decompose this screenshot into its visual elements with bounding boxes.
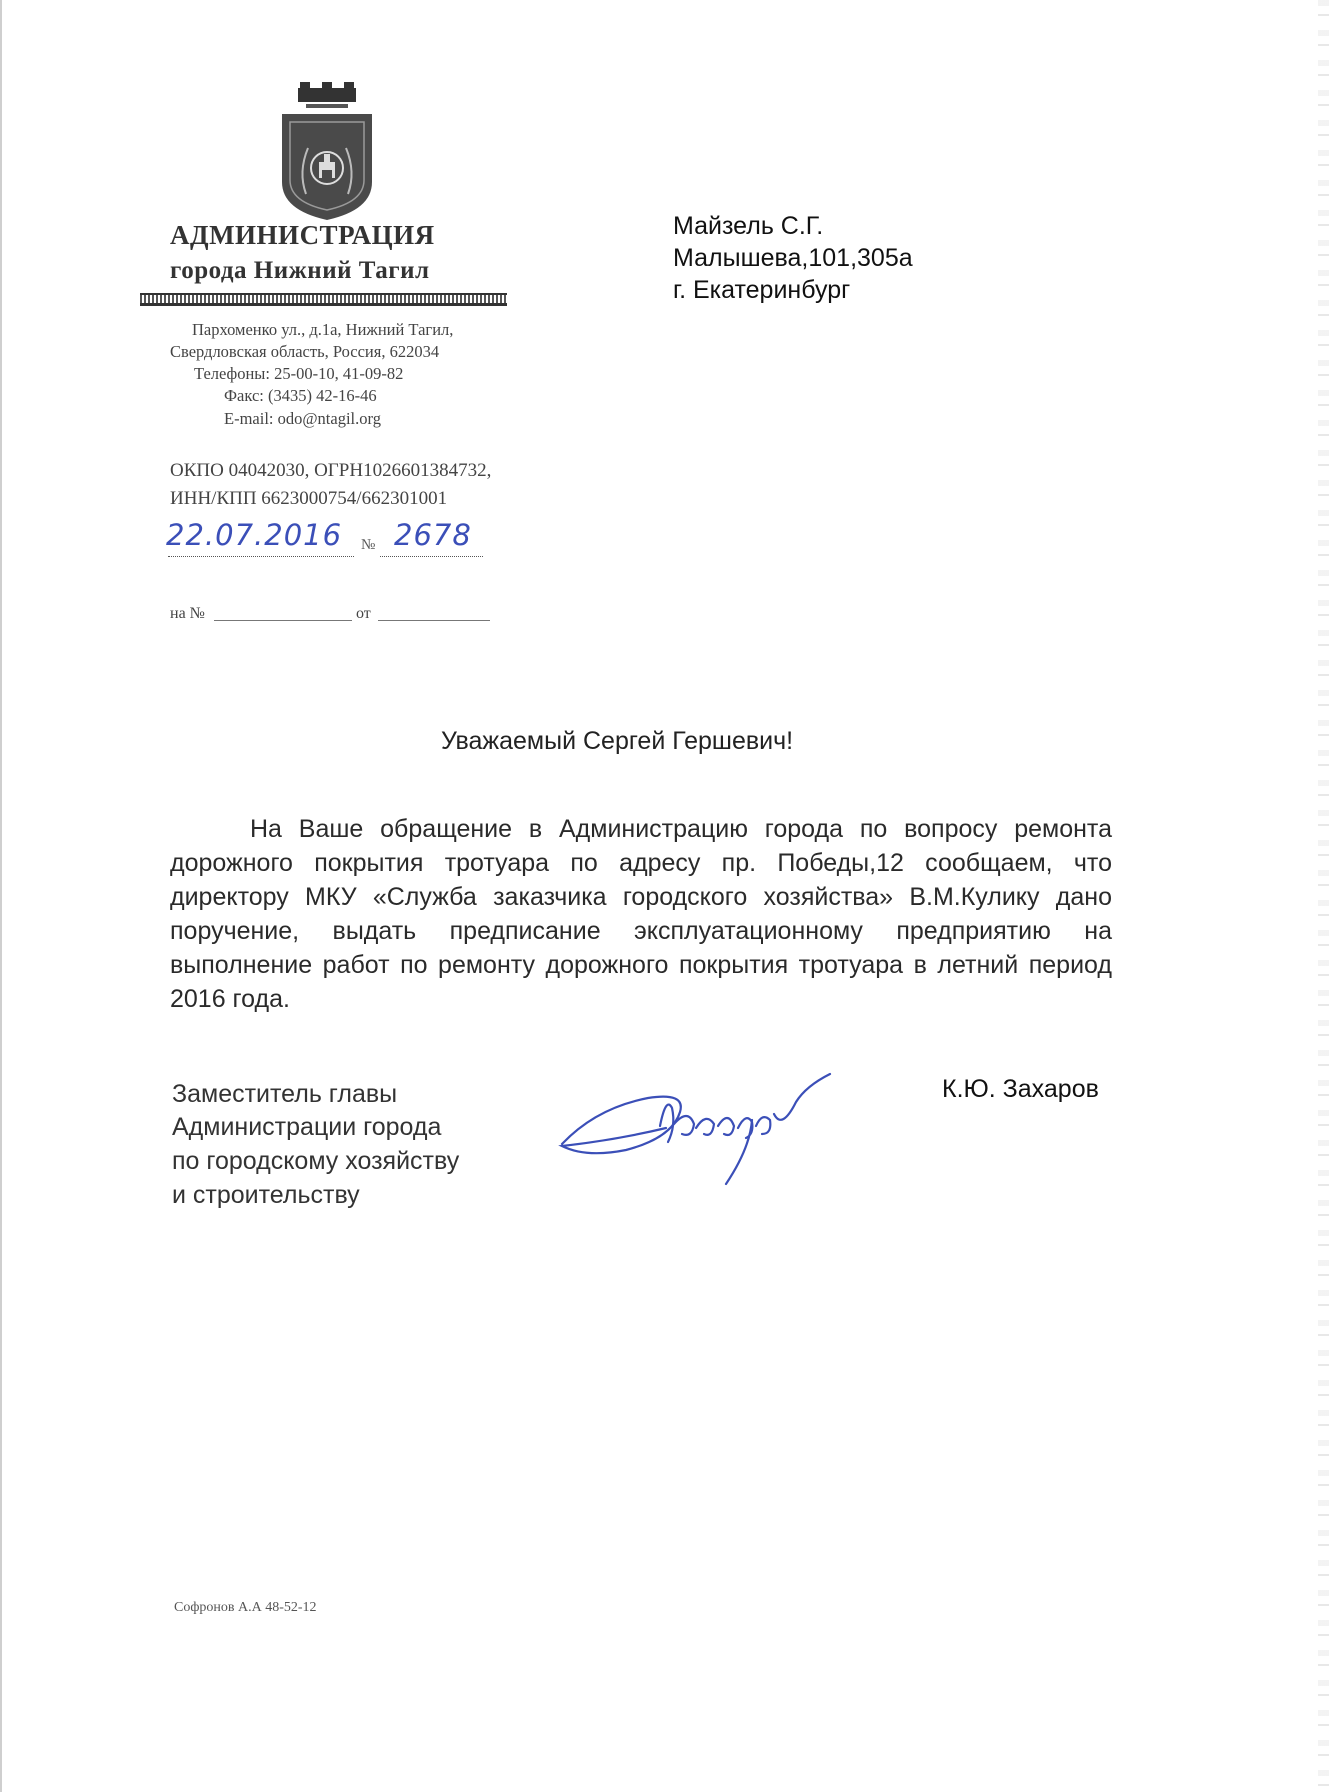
addressee-city: г. Екатеринбург — [673, 276, 851, 304]
scan-edge-right — [1318, 0, 1329, 1792]
letterhead-rule — [140, 293, 507, 306]
outgoing-number: 2678 — [394, 518, 472, 552]
reference-number-label: на № — [170, 605, 205, 622]
signer-position-line: и строительству — [172, 1181, 360, 1209]
executor-contact: Софронов А.А 48-52-12 — [174, 1600, 317, 1615]
tax-codes-line: ИНН/КПП 6623000754/662301001 — [170, 488, 448, 509]
outgoing-date: 22.07.2016 — [166, 518, 343, 552]
reference-date-label: от — [356, 605, 371, 622]
number-sign: № — [361, 537, 376, 553]
signer-position-line: по городскому хозяйству — [172, 1147, 460, 1175]
number-underline — [380, 556, 483, 557]
address-line: Пархоменко ул., д.1а, Нижний Тагил, — [192, 320, 454, 339]
signer-position-line: Администрации города — [172, 1113, 442, 1141]
signer-position-line: Заместитель главы — [172, 1080, 398, 1108]
date-underline — [168, 556, 354, 557]
signer-name: К.Ю. Захаров — [942, 1075, 1099, 1103]
reference-date-blank — [378, 620, 490, 621]
org-title: АДМИНИСТРАЦИЯ — [170, 220, 435, 250]
reference-number-blank — [214, 620, 352, 621]
scan-edge-left — [0, 0, 2, 1792]
coat-of-arms-icon — [276, 82, 378, 222]
addressee-street: Малышева,101,305а — [673, 244, 913, 272]
handwritten-signature — [556, 1068, 838, 1186]
addressee-name: Майзель С.Г. — [673, 212, 824, 240]
org-subtitle: города Нижний Тагил — [170, 257, 430, 284]
letter-body: На Ваше обращение в Администрацию города по вопросу ремонта дорожного покрытия тротуара по адресу пр. Победы,12 сообщаем, что директору МКУ «Служба заказчика городского хозяйства» В.М.Кулику дано поручение, выдать предписание эксплуатационному предприятию на выполнение работ по ремонту дорожного покрытия тротуара в летний период 2016 года. — [170, 815, 1112, 1013]
registry-codes-line: ОКПО 04042030, ОГРН1026601384732, — [170, 460, 492, 481]
address-line: Свердловская область, Россия, 622034 — [170, 342, 440, 361]
phones-line: Телефоны: 25-00-10, 41-09-82 — [194, 364, 404, 383]
fax-line: Факс: (3435) 42-16-46 — [224, 386, 377, 405]
greeting: Уважаемый Сергей Гершевич! — [441, 727, 794, 755]
email-line: E-mail: odo@ntagil.org — [224, 409, 381, 428]
